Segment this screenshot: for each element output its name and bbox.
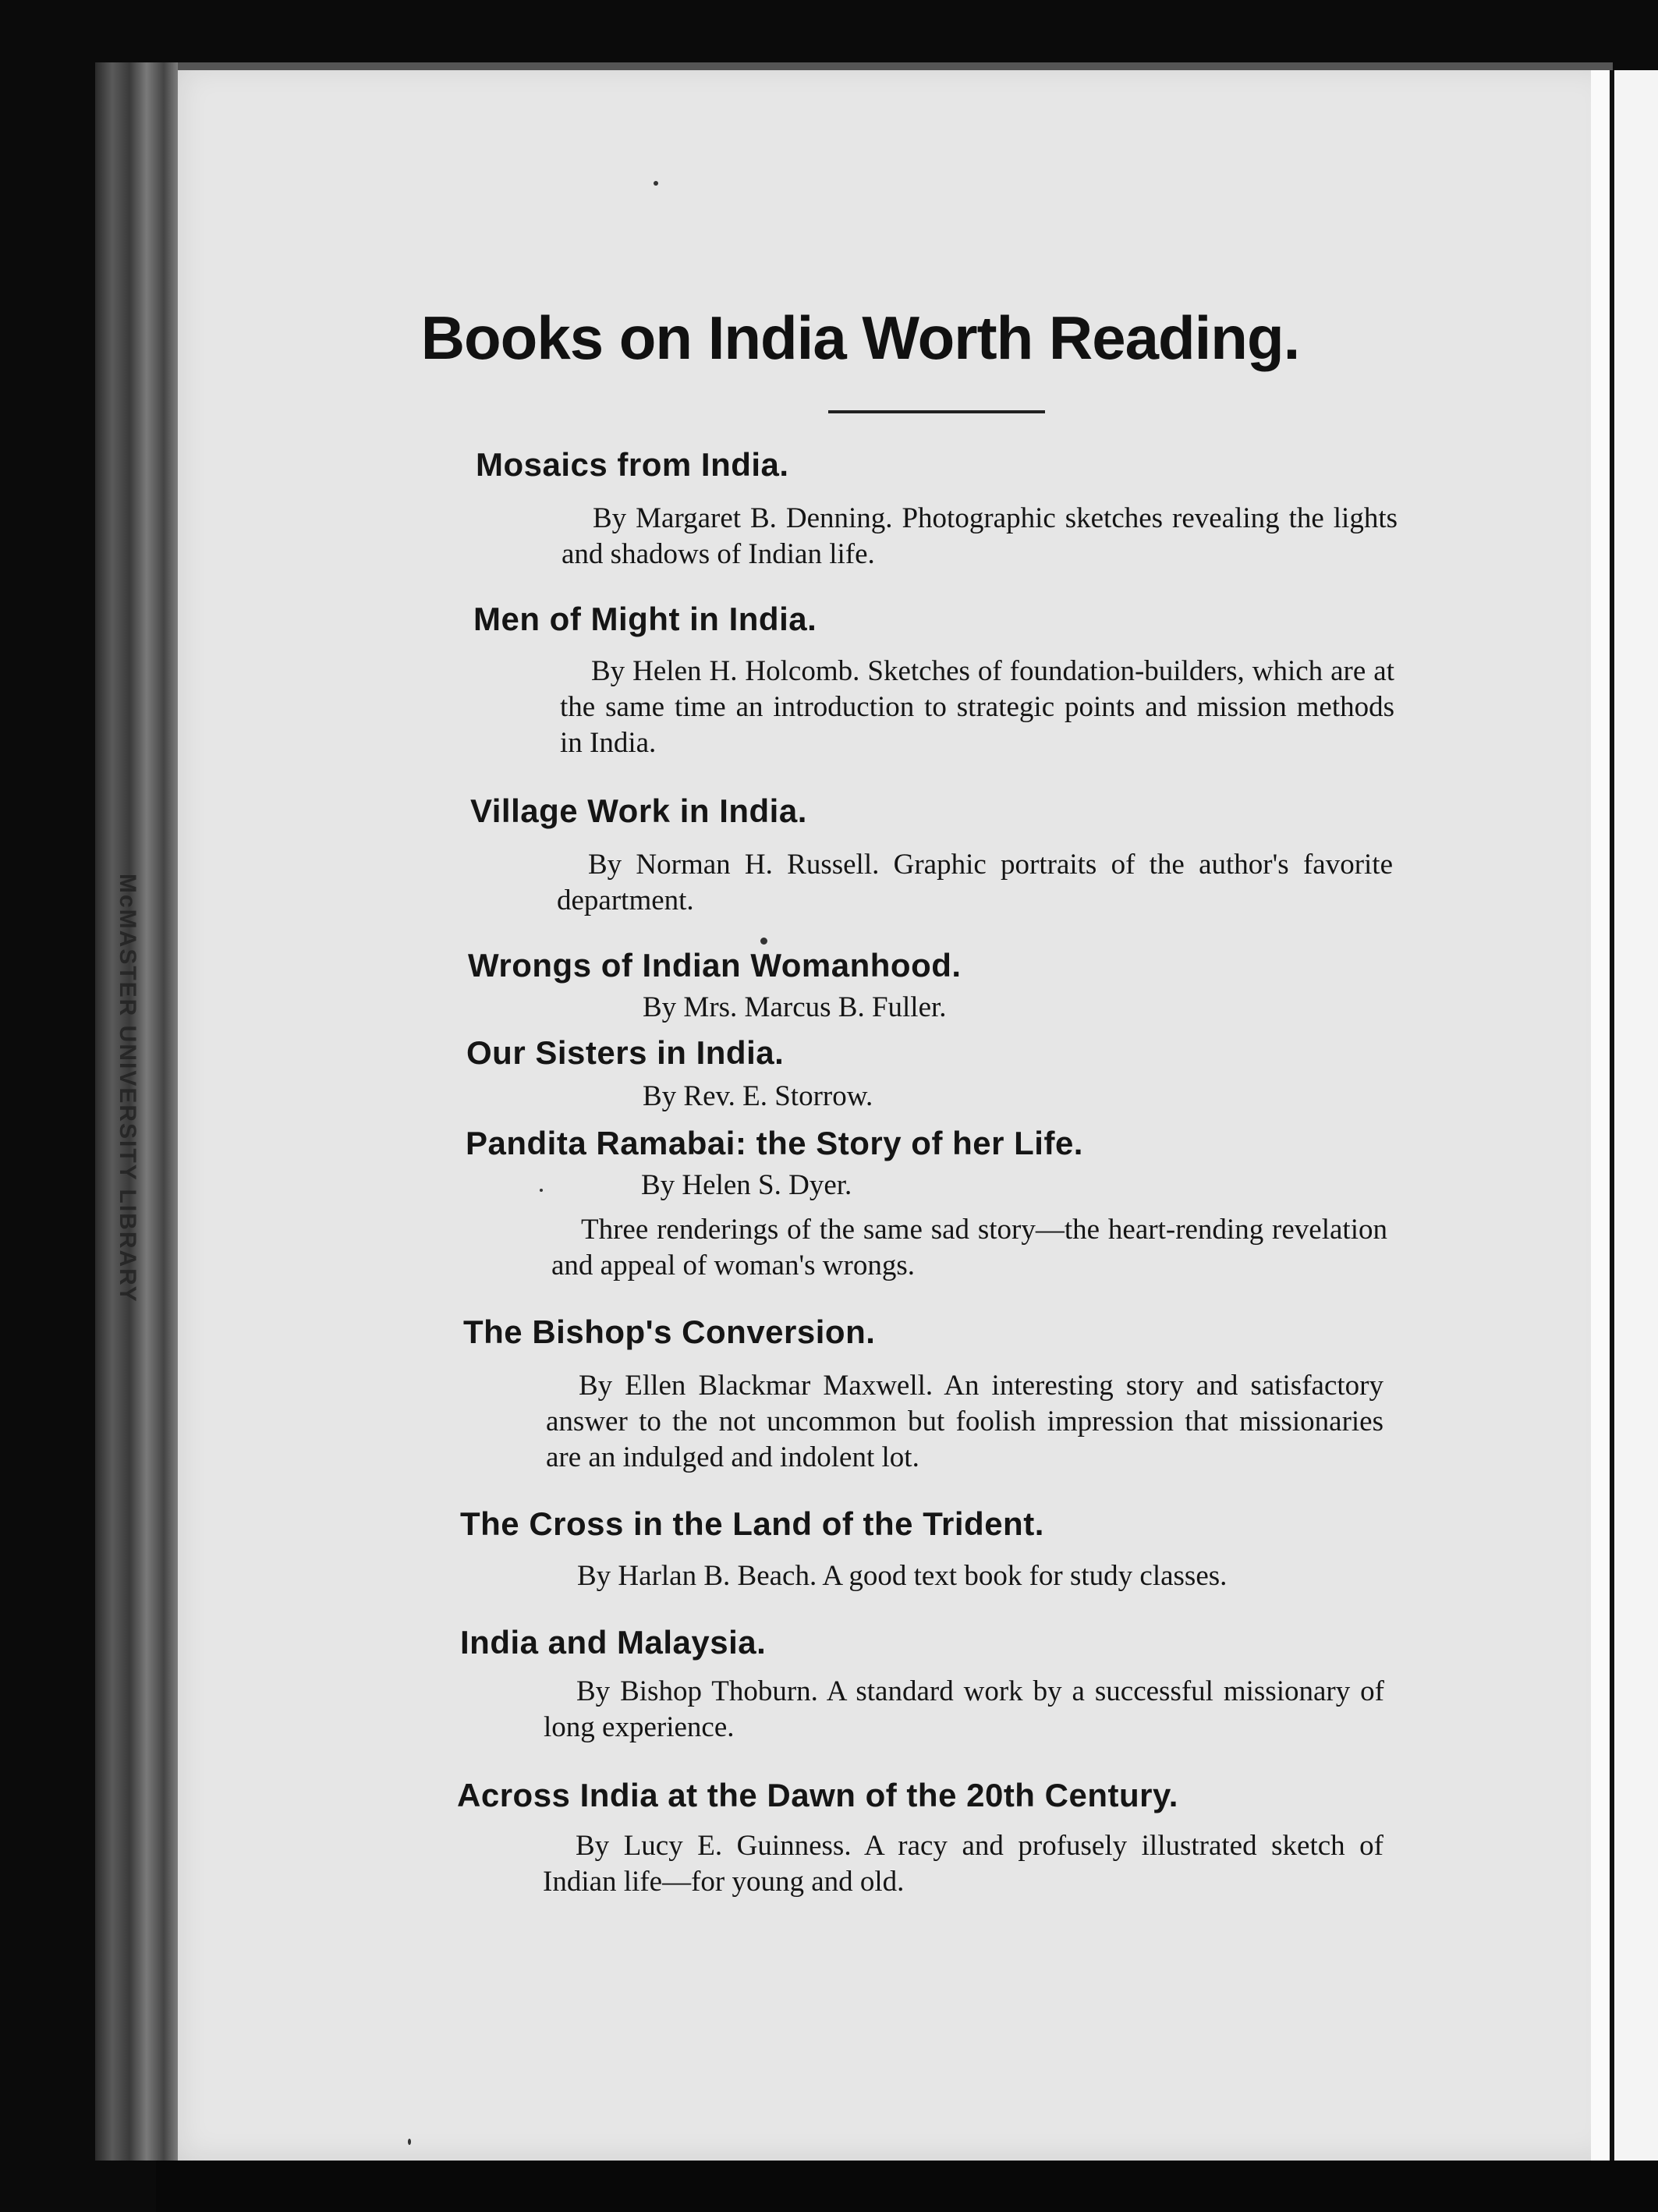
book-title: Across India at the Dawn of the 20th Century. xyxy=(457,1777,1178,1813)
book-title: The Cross in the Land of the Trident. xyxy=(460,1505,1044,1542)
book-description: By Ellen Blackmar Maxwell. An interesting story and satisfactory answer to the not uncommon but foolish impression that missionaries are an indulged and indolent lot. xyxy=(546,1370,1383,1473)
book-title: Our Sisters in India. xyxy=(466,1034,785,1071)
book-title: Village Work in India. xyxy=(470,792,807,829)
book-description: By Norman H. Russell. Graphic portraits of the author's favorite department. xyxy=(557,849,1393,916)
book-description: By Helen H. Holcomb. Sketches of foundation-builders, which are at the same time an introduction to strategic points and mission methods in India. xyxy=(560,655,1394,759)
book-byline: By Helen S. Dyer. xyxy=(641,1169,852,1201)
spine-library-stamp: McMASTER UNIVERSITY LIBRARY xyxy=(115,874,140,1303)
book-description: By Harlan B. Beach. A good text book for study classes. xyxy=(577,1560,1228,1592)
book-title: The Bishop's Conversion. xyxy=(463,1313,876,1350)
book-byline: By Mrs. Marcus B. Fuller. xyxy=(643,991,947,1023)
book-title: Wrongs of Indian Womanhood. xyxy=(468,947,962,984)
page-title: Books on India Worth Reading. xyxy=(420,303,1300,372)
book-description: By Bishop Thoburn. A standard work by a successful missionary of long experience. xyxy=(544,1675,1384,1743)
book-description: By Lucy E. Guinness. A racy and profusely illustrated sketch of Indian life—for young and old. xyxy=(543,1830,1383,1898)
book-title: Mosaics from India. xyxy=(476,446,789,483)
book-description: By Margaret B. Denning. Photographic sketches revealing the lights and shadows of Indian life. xyxy=(562,502,1398,570)
book-title: Pandita Ramabai: the Story of her Life. xyxy=(466,1125,1083,1161)
book-description: Three renderings of the same sad story—the heart-rending revelation and appeal of woman's wrongs. xyxy=(551,1214,1387,1281)
book-byline: By Rev. E. Storrow. xyxy=(643,1080,873,1112)
book-title: India and Malaysia. xyxy=(460,1624,767,1661)
book-title: Men of Might in India. xyxy=(473,601,817,637)
